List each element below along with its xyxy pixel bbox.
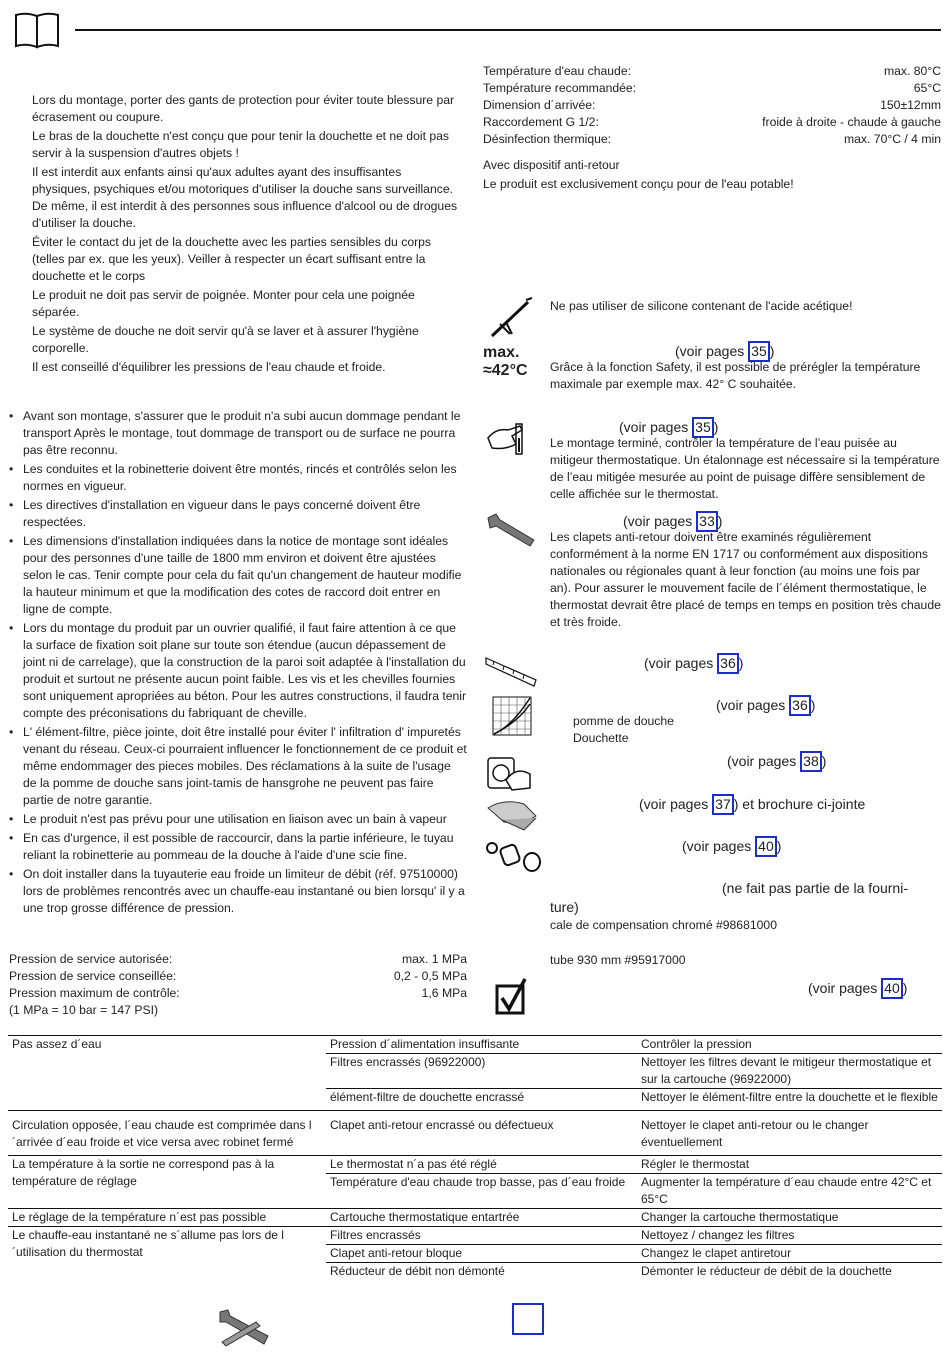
cleaning-ref: (voir pages 37 ) et brochure ci-jointe bbox=[639, 794, 865, 815]
safety-note: Le système de douche ne doit servir qu'à se laver et à assurer l'hygiène corporelle. bbox=[32, 324, 419, 355]
spec-label: Dimension d´arrivée: bbox=[483, 98, 596, 112]
spec-value: max. 70°C / 4 min bbox=[844, 132, 941, 146]
header-rule bbox=[75, 29, 941, 31]
spec-label: Désinfection thermique: bbox=[483, 132, 612, 146]
page-link[interactable]: 36 bbox=[717, 653, 739, 674]
page-link[interactable]: 37 bbox=[712, 794, 734, 815]
pressure-value: 0,2 - 0,5 MPa bbox=[393, 969, 467, 983]
table-row bbox=[8, 1156, 942, 1174]
page-link[interactable]: 38 bbox=[800, 751, 822, 772]
table-row bbox=[8, 1227, 942, 1245]
list-item: • Les dimensions d'installation indiquées dans la notice de montage sont idéales pour des personnes d'une taille de 1800 mm environ et doivent être ajustées selon le cas. Tenir compte pour cela du fait qu'un changement de hauteur modifie la hauteur minimum et que la modification des cotes de raccord doit entrer en ligne de compte. bbox=[9, 533, 467, 618]
safety-func-ref: (voir pages 35 ) bbox=[675, 341, 774, 362]
cause-cell: élément-filtre de douchette encrassé bbox=[326, 1089, 637, 1111]
fix-cell: Nettoyer le clapet anti-retour ou le changer éventuellement bbox=[637, 1111, 942, 1156]
page-link[interactable]: 35 bbox=[692, 417, 714, 438]
page-link[interactable]: 35 bbox=[748, 341, 770, 362]
fix-cell: Démonter le réducteur de débit de la douchette bbox=[637, 1263, 942, 1281]
list-item: • Les conduites et la robinetterie doivent être montés, rincés et contrôlés selon les normes en vigueur. bbox=[9, 461, 467, 495]
pressure-label: Pression de service conseillée: bbox=[9, 969, 177, 983]
list-item: • En cas d'urgence, il est possible de raccourcir, dans la partie inférieure, le tuyau reliant la robinetterie au pommeau de la douche à l'aide d'une scie fine. bbox=[9, 830, 467, 864]
fix-cell: Changez le clapet antiretour bbox=[637, 1245, 942, 1263]
page-link[interactable]: 40 bbox=[755, 836, 777, 857]
spec-value: froide à droite - chaude à gauche bbox=[762, 115, 941, 129]
flow-diagram-icon bbox=[492, 696, 532, 736]
table-row bbox=[8, 1111, 942, 1156]
fix-cell: Augmenter la température d´eau chaude entre 42°C et 65°C bbox=[637, 1174, 942, 1209]
ruler-icon bbox=[484, 654, 538, 690]
spec-value: max. 80°C bbox=[883, 64, 941, 78]
fix-cell: Contrôler la pression bbox=[637, 1036, 942, 1054]
safety-note: Le bras de la douchette n'est conçu que pour tenir la douchette et ne doit pas servir à la suspension d'autres objets ! bbox=[32, 129, 449, 160]
checklist-ref: (voir pages 40 ) bbox=[808, 978, 907, 999]
troubleshooting-table bbox=[8, 1035, 942, 1280]
safety-note: Il est interdit aux enfants ainsi qu'aux adultes ayant des insuffisantes physiques, psychiques et/ou motoriques d'utiliser la douche sans surveillance. De même, il est interdit à des personnes sous influence d'alcool ou de drogues d'utiliser la douche. bbox=[32, 165, 458, 230]
installation-list bbox=[9, 408, 467, 919]
page-link[interactable]: 36 bbox=[789, 695, 811, 716]
calibration-ref: (voir pages 35 ) bbox=[619, 417, 718, 438]
max-icon-line: max. bbox=[483, 344, 520, 361]
fix-cell: Nettoyer les filtres devant le mitigeur thermostatique et sur la cartouche (96922000) bbox=[637, 1054, 942, 1089]
checkbox-icon bbox=[494, 978, 528, 1016]
parts-ref: (voir pages 40 ) bbox=[682, 836, 781, 857]
pressure-label: Pression de service autorisée: bbox=[9, 952, 173, 966]
cause-cell: Filtres encrassés (96922000) bbox=[326, 1054, 637, 1089]
cause-cell: Pression d´alimentation insuffisante bbox=[326, 1036, 637, 1054]
spec-label: Température d'eau chaude: bbox=[483, 64, 631, 78]
problem-cell: Circulation opposée, l´eau chaude est comprimée dans l´arrivée d´eau froide et vice versa avec robinet fermé bbox=[8, 1111, 326, 1156]
safety-note: Il est conseillé d'équilibrer les pressions de l'eau chaude et froide. bbox=[32, 360, 386, 374]
maintenance-text: Les clapets anti-retour doivent être examinés régulièrement conformément à la norme EN 1717 ou conformément aux dispositions nationales ou régionales quant à leur fonction (au moins une fois par an). Pour assurer le mouvement facile de l´élément thermostatique, le thermostat devrait être placé de temps en temps en position très chaude et très froide. bbox=[550, 530, 941, 629]
spec-label: Raccordement G 1/2: bbox=[483, 115, 599, 129]
pressure-data bbox=[9, 951, 467, 1019]
fix-cell: Nettoyez / changez les filtres bbox=[637, 1227, 942, 1245]
book-icon bbox=[13, 11, 61, 49]
operation-ref: (voir pages 38 ) bbox=[727, 751, 826, 772]
spec-value: 150±12mm bbox=[880, 98, 941, 112]
safety-notes bbox=[32, 92, 462, 378]
dimensions-ref: (voir pages 36 ) bbox=[644, 653, 743, 674]
hand-thermometer-icon bbox=[486, 418, 534, 458]
fix-cell: Régler le thermostat bbox=[637, 1156, 942, 1174]
safety-note: Le produit ne doit pas servir de poignée. Monter pour cela une poignée séparée. bbox=[32, 288, 415, 319]
tools-icon bbox=[216, 1308, 274, 1348]
list-item: • On doit installer dans la tuyauterie eau froide un limiteur de débit (réf. 97510000) lors de problèmes rencontrés avec un chauffe-eau instantané ou bien lorsqu' il y a une trop grosse différence de pression. bbox=[9, 866, 467, 917]
pressure-value: 1,6 MPa bbox=[421, 986, 467, 1000]
flow-legend bbox=[573, 713, 674, 747]
problem-cell: La température à la sortie ne correspond pas à la température de réglage bbox=[8, 1156, 326, 1209]
flow-ref: (voir pages 36 ) bbox=[716, 695, 815, 716]
max-icon-line: ≈42°C bbox=[483, 362, 528, 379]
wrench-icon bbox=[484, 512, 540, 548]
silicone-gun-icon bbox=[488, 296, 534, 340]
list-item: • Les directives d'installation en vigueur dans le pays concerné doivent être respectées. bbox=[9, 497, 467, 531]
fix-cell: Nettoyer le élément-filtre entre la douchette et le flexible bbox=[637, 1089, 942, 1111]
calibration-text: Le montage terminé, contrôler la température de l’eau puisée au mitigeur thermostatique. Un étalonnage est nécessaire si la température de l’eau mitigée mesurée au point de puisage diffère sensiblement de celle affichée sur le thermostat. bbox=[550, 436, 940, 501]
list-item: • Le produit n'est pas prévu pour une utilisation en liaison avec un bain à vapeur bbox=[9, 811, 467, 828]
problem-cell: Pas assez d´eau bbox=[8, 1036, 326, 1111]
spec-label: Température recommandée: bbox=[483, 81, 637, 95]
technical-data bbox=[483, 63, 941, 193]
page-link[interactable]: 40 bbox=[881, 978, 903, 999]
fix-cell: Changer la cartouche thermostatique bbox=[637, 1209, 942, 1227]
table-row bbox=[8, 1209, 942, 1227]
cause-cell: Clapet anti-retour encrassé ou défectueux bbox=[326, 1111, 637, 1156]
spec-note: Le produit est exclusivement conçu pour de l'eau potable! bbox=[483, 177, 794, 191]
list-item: • L' élément-filtre, pièce jointe, doit être installé pour éviter l' infiltration d' impuretés venant du réseau. Ceux-ci pourraient influencer le fonctionnement de ce produit et même endommager des pieces mobiles. Des réclamations à la suite de l'usage de la pomme de douche sans joint-tamis de hansgrohe ne peuvent pas faire partie de notre garantie. bbox=[9, 724, 467, 809]
cause-cell: Cartouche thermostatique entartrée bbox=[326, 1209, 637, 1227]
table-row bbox=[8, 1036, 942, 1054]
flow-line-label: pomme de douche bbox=[573, 714, 674, 728]
pressure-note: (1 MPa = 10 bar = 147 PSI) bbox=[9, 1003, 159, 1017]
pressure-value: max. 1 MPa bbox=[401, 952, 467, 966]
page-link[interactable]: 33 bbox=[696, 511, 718, 532]
safety-note: Éviter le contact du jet de la douchette avec les parties sensibles du corps (telles par ex. que les yeux). Veiller à respecter un écart suffisant entre la douchette et le corps bbox=[32, 235, 432, 283]
problem-cell: Le chauffe-eau instantané ne s´allume pas lors de l´utilisation du thermostat bbox=[8, 1227, 326, 1281]
cause-cell: Le thermostat n´a pas été réglé bbox=[326, 1156, 637, 1174]
accessory-item: tube 930 mm #95917000 bbox=[550, 953, 686, 967]
cause-cell: Clapet anti-retour bloque bbox=[326, 1245, 637, 1263]
flow-line-label: Douchette bbox=[573, 731, 629, 745]
pressure-label: Pression maximum de contrôle: bbox=[9, 986, 180, 1000]
list-item: • Lors du montage du produit par un ouvrier qualifié, il faut faire attention à ce que la surface de fixation soit plane sur toute son étendue (aucun dépassement de joint ni de carrelage), que la construction de la paroi soit adaptée à l'installation du produit et surtout ne présente aucun point faible. Les vis et les chevilles fournies sont uniquement apropriées au béton. Pour les autres constructions, il faudra tenir compte des préconisations du fabriquant de cheville. bbox=[9, 620, 467, 722]
spec-note: Avec dispositif anti-retour bbox=[483, 158, 620, 172]
hand-knob-icon bbox=[486, 752, 534, 792]
blank-box-icon bbox=[512, 1303, 544, 1335]
accessory-title-cont: ture) bbox=[550, 899, 579, 915]
silicone-warning: Ne pas utiliser de silicone contenant de l'acide acétique! bbox=[550, 299, 853, 313]
accessory-item: cale de compensation chromé #98681000 bbox=[550, 918, 777, 932]
cause-cell: Filtres encrassés bbox=[326, 1227, 637, 1245]
accessory-title: (ne fait pas partie de la fourni- bbox=[722, 880, 908, 896]
safety-func-text: Grâce à la fonction Safety, il est possible de prérégler la température maximale par exemple max. 42° C souhaitée. bbox=[550, 360, 921, 391]
spare-parts-icon bbox=[484, 836, 542, 876]
safety-note: Lors du montage, porter des gants de protection pour éviter toute blessure par écrasement ou coupure. bbox=[32, 93, 455, 124]
cause-cell: Réducteur de débit non démonté bbox=[326, 1263, 637, 1281]
spec-value: 65°C bbox=[913, 81, 941, 95]
cause-cell: Température d'eau chaude trop basse, pas d´eau froide bbox=[326, 1174, 637, 1209]
cleaning-hand-icon bbox=[484, 794, 540, 832]
list-item: • Avant son montage, s'assurer que le produit n'a subi aucun dommage pendant le transport Après le montage, tout dommage de transport ou de surface ne pourra pas être reconnu. bbox=[9, 408, 467, 459]
max-temp-icon bbox=[483, 344, 528, 380]
maintenance-ref: (voir pages 33 ) bbox=[623, 511, 722, 532]
problem-cell: Le réglage de la température n´est pas possible bbox=[8, 1209, 326, 1227]
